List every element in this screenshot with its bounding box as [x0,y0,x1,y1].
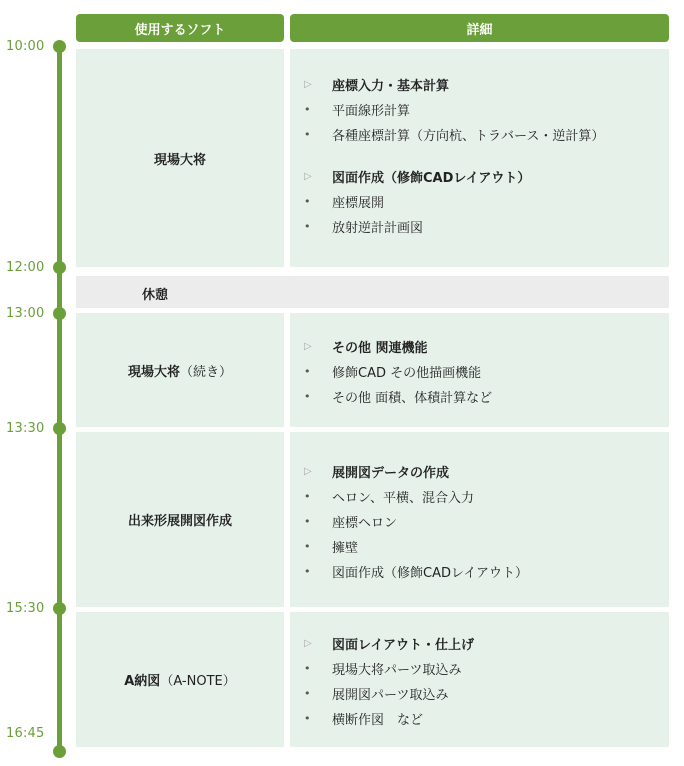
timeline-dot [53,261,66,274]
detail-cell [290,49,669,267]
bullet-icon: • [304,662,311,675]
list-item [302,359,669,384]
software-cell [76,313,284,427]
list-item-text: 横断作図 など [332,713,424,728]
list-item-text: 展開図パーツ取込み [332,688,449,703]
bullet-icon: • [304,565,311,578]
list-item-text: 各種座標計算（方向杭、トラバース・逆計算） [332,129,605,144]
software-cell [76,49,284,267]
timeline-dot [53,422,66,435]
bullet-icon: • [304,390,311,403]
software-note: （A-NOTE） [160,674,236,689]
timeline-line [57,46,62,752]
bullet-icon: • [304,687,311,700]
list-item [302,509,669,534]
group-title: その他 関連機能 [332,341,428,356]
triangle-bullet-icon: ▷ [304,341,312,352]
list-item [302,656,669,681]
list-item [302,97,669,122]
list-item-text: 修飾CAD その他描画機能 [332,366,482,381]
list-item-text: 現場大将パーツ取込み [332,663,462,678]
triangle-bullet-icon: ▷ [304,171,312,182]
break-label: 休憩 [142,288,169,303]
time-label: 16:45 [6,726,45,741]
bullet-icon: • [304,515,311,528]
triangle-bullet-icon: ▷ [304,638,312,649]
list-item [302,534,669,559]
time-label: 13:30 [6,421,45,436]
bullet-icon: • [304,220,311,233]
bullet-icon: • [304,540,311,553]
list-item-text: 放射逆計計画図 [332,221,424,236]
list-item-text: 図面作成（修飾CADレイアウト） [332,566,528,581]
software-name: 現場大将 [153,152,206,168]
triangle-bullet-icon: ▷ [304,466,312,477]
list-item-text: 平面線形計算 [332,104,411,119]
time-label: 15:30 [6,601,45,616]
list-item [302,214,669,239]
timeline-dot [53,307,66,320]
group-title-row [302,459,669,484]
time-label: 13:00 [6,306,45,321]
time-label: 12:00 [6,260,45,275]
triangle-bullet-icon: ▷ [304,79,312,90]
list-item-text: 座標展開 [332,196,385,211]
group-title-row [302,164,669,189]
software-cell [76,432,284,607]
list-item-text: 擁壁 [332,541,359,556]
header-software: 使用するソフト [76,14,284,42]
list-item [302,122,669,147]
list-item [302,189,669,214]
detail-cell [290,432,669,607]
timeline-dot [53,602,66,615]
software-name: A納図 [124,674,161,689]
time-label: 10:00 [6,39,45,54]
bullet-icon: • [304,128,311,141]
bullet-icon: • [304,103,311,116]
group-title-row [302,72,669,97]
bullet-icon: • [304,490,311,503]
list-item-text: ヘロン、平横、混合入力 [332,491,474,506]
timeline-dot [53,40,66,53]
timeline-dot [53,745,66,758]
group-title-row [302,631,669,656]
group-title: 図面レイアウト・仕上げ [332,638,474,653]
software-note: （続き） [180,364,233,380]
group-title: 展開図データの作成 [332,466,450,481]
bullet-icon: • [304,712,311,725]
group-title-row [302,334,669,359]
header-detail: 詳細 [290,14,669,42]
list-item [302,681,669,706]
software-cell [76,612,284,747]
group-title: 座標入力・基本計算 [332,79,450,94]
list-item-text: 座標ヘロン [332,516,398,531]
software-name: 現場大将 [127,364,180,380]
bullet-icon: • [304,365,311,378]
detail-cell [290,612,669,747]
list-item [302,384,669,409]
software-name: 出来形展開図作成 [127,514,232,529]
list-item [302,484,669,509]
bullet-icon: • [304,195,311,208]
list-item [302,559,669,584]
list-item [302,706,669,731]
group-title: 図面作成（修飾CADレイアウト） [332,171,531,186]
detail-cell [290,313,669,427]
list-item-text: その他 面積、体積計算など [332,391,493,406]
